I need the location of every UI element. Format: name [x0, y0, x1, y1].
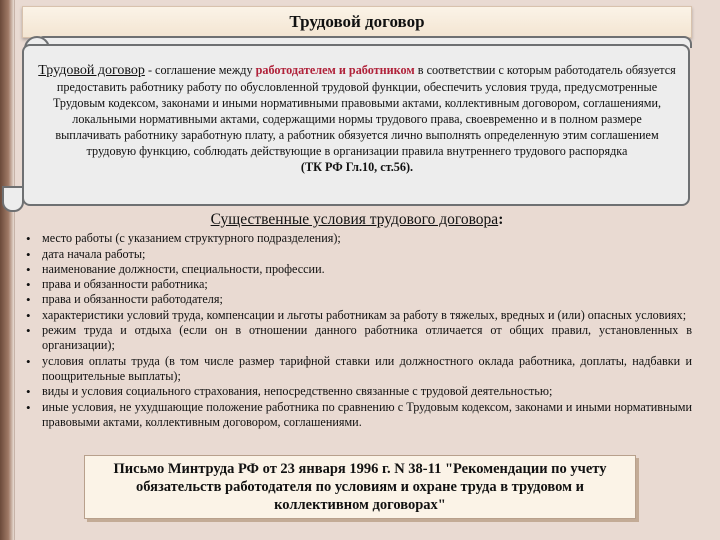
conditions-heading-colon: : — [498, 211, 504, 228]
definition-text-part1: - соглашение между — [144, 63, 256, 77]
essential-conditions-section — [22, 212, 692, 450]
conditions-heading — [22, 212, 692, 227]
list-item: • права и обязанности работодателя; — [22, 292, 692, 307]
left-decorative-stripe — [0, 0, 14, 540]
list-item: • условия оплаты труда (в том числе размер тарифной ставки или должностного оклада работника, доплаты, надбавки и поощрительные выплаты); — [22, 354, 692, 385]
definition-highlight: работодателем и работником — [255, 63, 415, 77]
conditions-heading-text: Существенные условия трудового договора — [210, 211, 499, 228]
conditions-list — [22, 231, 692, 430]
page-title-text: Трудовой договор — [289, 12, 425, 31]
list-item: • иные условия, не ухудшающие положение работника по сравнению с Трудовым кодексом, законами и иными нормативными правовыми актами, коллективным договором, соглашениями. — [22, 400, 692, 431]
list-item: • наименование должности, специальности, профессии. — [22, 262, 692, 277]
list-item: • место работы (с указанием структурного подразделения); — [22, 231, 692, 246]
list-item: • характеристики условий труда, компенсации и льготы работникам за работу в тяжелых, вредных и (или) опасных условиях; — [22, 308, 692, 323]
letter-reference-box — [84, 455, 636, 519]
definition-text-part2: в соответствии с которым работодатель обязуется предоставить работнику работу по обусловленной трудовой функции, обеспечить условия труда, предусмотренные Трудовым кодексом, законами и иными нормативными правовыми актами, коллективным договором, соглашениями, локальными нормативными актами, содержащими нормы трудового права, своевременно и в полном размере выплачивать работнику заработную плату, а работник обязуется лично выполнять определенную этим соглашением трудовую функцию, соблюдать действующие в организации правила внутреннего трудового распорядка — [52, 63, 676, 158]
page-title — [22, 6, 692, 38]
list-item: • режим труда и отдыха (если он в отношении данного работника отличается от общих правил, установленных в организации); — [22, 323, 692, 354]
list-item: • дата начала работы; — [22, 247, 692, 262]
scroll-curl-bottom-left — [2, 186, 24, 212]
list-item: • виды и условия социального страхования, непосредственно связанные с трудовой деятельностью; — [22, 384, 692, 399]
letter-reference-text: Письмо Минтруда РФ от 23 января 1996 г. N 38-11 "Рекомендации по учету обязательств работодателя по условиям и охране труда в трудовом и коллективном договорах" — [113, 461, 607, 513]
definition-term: Трудовой договор — [38, 63, 145, 78]
definition-source: (ТК РФ Гл.10, ст.56). — [300, 160, 414, 174]
definition-box — [22, 44, 690, 206]
list-item: • права и обязанности работника; — [22, 277, 692, 292]
